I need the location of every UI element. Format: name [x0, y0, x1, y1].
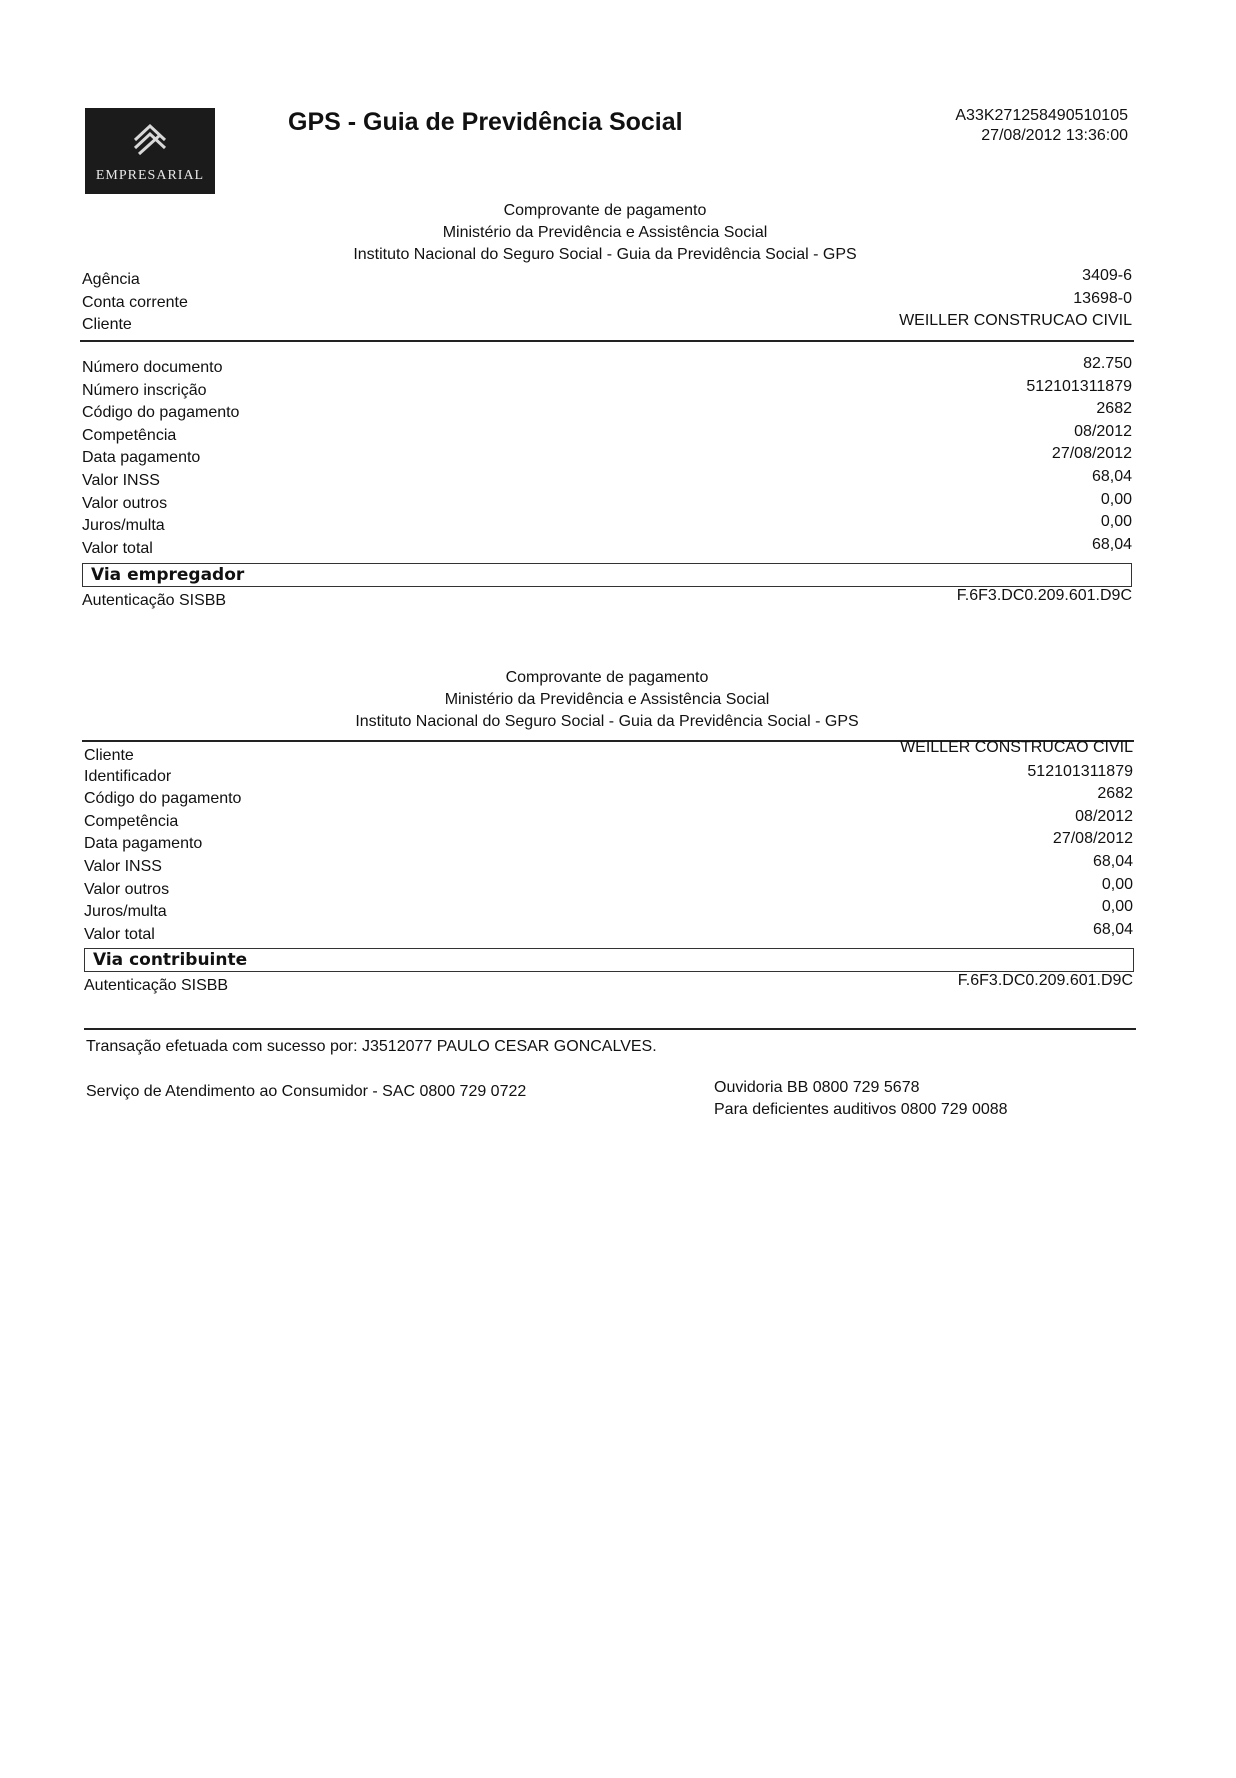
row-label: Competência [82, 426, 177, 444]
bank-logo-icon [129, 120, 171, 162]
row-value: 0,00 [1100, 513, 1132, 531]
table-row [82, 400, 1132, 427]
section1-heading-line: Comprovante de pagamento [503, 202, 707, 219]
row-label: Número inscrição [82, 381, 207, 399]
table-row [82, 267, 1132, 294]
row-label: Agência [82, 271, 140, 288]
auth-value: F.6F3.DC0.209.601.D9C [957, 972, 1133, 989]
row-value: 0,00 [1100, 490, 1132, 508]
table-row [82, 535, 1132, 563]
row-value: 27/08/2012 [1052, 830, 1133, 848]
row-label: Valor INSS [84, 857, 162, 875]
table-row [84, 898, 1133, 926]
section1-account-info [82, 267, 1132, 339]
row-value: 68,04 [1092, 920, 1133, 938]
logo-text: EMPRESARIAL [95, 168, 205, 183]
table-row [84, 807, 1133, 836]
table-row [84, 852, 1133, 881]
table-row [82, 445, 1132, 472]
row-label: Competência [84, 812, 179, 830]
reference-datetime: 27/08/2012 13:36:00 [981, 127, 1128, 144]
transaction-text: Transação efetuada com sucesso por: J3512077 PAULO CESAR GONCALVES. [86, 1038, 657, 1055]
table-row [84, 739, 1133, 768]
reference-code: A33K271258490510105 [955, 107, 1128, 124]
divider [80, 340, 1134, 342]
section1-details [82, 355, 1132, 562]
row-value: 512101311879 [1027, 762, 1133, 780]
table-row [82, 355, 1132, 382]
row-label: Número documento [82, 359, 223, 376]
row-label: Valor INSS [82, 471, 160, 489]
table-row [82, 312, 1132, 339]
table-row [82, 422, 1132, 450]
auth-value: F.6F3.DC0.209.601.D9C [956, 587, 1132, 604]
row-value: 2682 [1096, 400, 1132, 418]
section2-heading [302, 667, 912, 733]
divider [84, 1028, 1136, 1030]
row-value: 3409-6 [1082, 267, 1132, 284]
row-label: Juros/multa [82, 517, 165, 535]
row-label: Cliente [82, 316, 132, 334]
row-value: WEILLER CONSTRUCAO CIVIL [899, 312, 1132, 330]
row-label: Cliente [84, 747, 134, 764]
via-empregador-box: Via empregador [82, 563, 1132, 587]
row-value: 08/2012 [1075, 807, 1133, 825]
table-row [82, 587, 1132, 615]
deficientes-text: Para deficientes auditivos 0800 729 0088 [714, 1101, 1008, 1118]
row-label: Valor outros [82, 494, 168, 512]
section2-details [84, 739, 1133, 948]
ouvidoria-text: Ouvidoria BB 0800 729 5678 [714, 1079, 920, 1096]
table-row [82, 513, 1132, 540]
table-row [82, 467, 1132, 495]
row-value: 0,00 [1101, 875, 1133, 893]
row-value: WEILLER CONSTRUCAO CIVIL [900, 739, 1133, 756]
row-value: 68,04 [1092, 852, 1133, 870]
row-value: 82.750 [1083, 355, 1132, 372]
page-title: GPS - Guia de Previdência Social [288, 108, 683, 136]
row-label: Data pagamento [84, 835, 203, 853]
section2-heading-line: Instituto Nacional do Seguro Social - Guia da Previdência Social - GPS [355, 713, 859, 730]
row-value: 13698-0 [1073, 289, 1132, 307]
row-value: 68,04 [1091, 467, 1132, 485]
section2-heading-line: Comprovante de pagamento [505, 669, 709, 686]
row-label: Código do pagamento [84, 790, 242, 808]
section2-heading-line: Ministério da Previdência e Assistência Social [444, 691, 770, 708]
row-label: Valor outros [84, 880, 170, 898]
section2-auth [84, 972, 1133, 1000]
table-row [82, 490, 1132, 518]
section1-heading [300, 200, 910, 266]
table-row [84, 762, 1133, 791]
row-label: Valor total [84, 925, 155, 943]
row-value: 08/2012 [1074, 422, 1132, 440]
row-label: Juros/multa [84, 903, 167, 921]
table-row [84, 875, 1133, 904]
table-row [84, 972, 1133, 1000]
section1-heading-line: Ministério da Previdência e Assistência Social [442, 224, 768, 241]
sac-text: Serviço de Atendimento ao Consumidor - SAC 0800 729 0722 [86, 1083, 527, 1100]
row-label: Código do pagamento [82, 404, 240, 422]
reference-block [955, 106, 1128, 146]
row-value: 68,04 [1091, 535, 1132, 553]
row-value: 0,00 [1101, 898, 1133, 916]
row-value: 512101311879 [1026, 377, 1132, 395]
table-row [84, 785, 1133, 813]
via-contribuinte-box: Via contribuinte [84, 948, 1134, 972]
row-label: Data pagamento [82, 449, 201, 467]
section1-auth [82, 587, 1132, 615]
row-value: 2682 [1097, 785, 1133, 803]
table-row [84, 830, 1133, 858]
bank-logo [85, 108, 215, 194]
auth-label: Autenticação SISBB [82, 592, 227, 609]
row-label: Valor total [82, 539, 153, 557]
table-row [84, 920, 1133, 949]
row-value: 27/08/2012 [1051, 445, 1132, 463]
section1-heading-line: Instituto Nacional do Seguro Social - Guia da Previdência Social - GPS [353, 246, 857, 263]
row-label: Identificador [84, 767, 172, 785]
table-row [82, 377, 1132, 405]
row-label: Conta corrente [82, 293, 188, 311]
auth-label: Autenticação SISBB [84, 977, 229, 994]
